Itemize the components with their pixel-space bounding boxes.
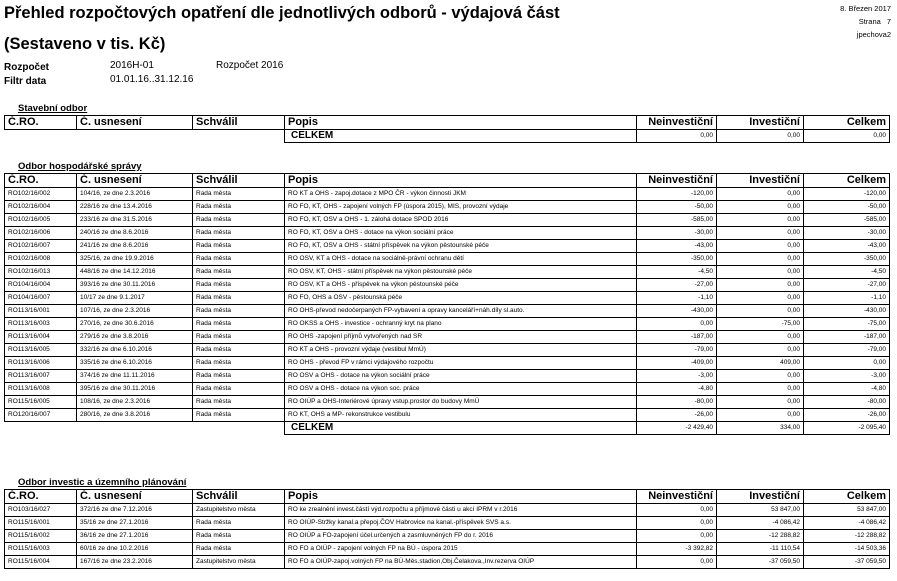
cell-resolution: 228/16 ze dne 13.4.2016 bbox=[77, 201, 193, 214]
cell-resolution: 104/16, ze dne 2.3.2016 bbox=[77, 188, 193, 201]
cell-investment: 0,00 bbox=[717, 305, 804, 318]
cell-approved-by: Rada města bbox=[193, 266, 285, 279]
column-header-cro: Č.RO. bbox=[5, 116, 77, 130]
table-row bbox=[5, 383, 890, 396]
cell-total: -3,00 bbox=[804, 370, 890, 383]
column-header-neinv: Neinvestiční bbox=[637, 116, 717, 130]
cell-investment: -75,00 bbox=[717, 318, 804, 331]
cell-investment: -12 288,82 bbox=[717, 530, 804, 543]
cell-total: -43,00 bbox=[804, 240, 890, 253]
cell-ro-number: RO115/16/002 bbox=[5, 530, 77, 543]
column-header-usneseni: Č. usnesení bbox=[77, 174, 193, 188]
cell-non-investment: -350,00 bbox=[637, 253, 717, 266]
cell-description: RO OSV a OHS - dotace na výkon soc. práce bbox=[285, 383, 637, 396]
total-sum: 0,00 bbox=[804, 130, 890, 143]
cell-approved-by: Rada města bbox=[193, 201, 285, 214]
table-row bbox=[5, 409, 890, 422]
cell-ro-number: RO113/16/004 bbox=[5, 331, 77, 344]
total-label: CELKEM bbox=[285, 422, 637, 435]
table-row bbox=[5, 253, 890, 266]
cell-approved-by: Rada města bbox=[193, 331, 285, 344]
column-header-neinv: Neinvestiční bbox=[637, 174, 717, 188]
cell-approved-by: Rada města bbox=[193, 383, 285, 396]
cell-description: RO OHS - převod FP v rámci výdajového rozpočtu bbox=[285, 357, 637, 370]
cell-ro-number: RO113/16/005 bbox=[5, 344, 77, 357]
budget-label: Rozpočet bbox=[4, 62, 49, 73]
report-table bbox=[4, 489, 890, 569]
cell-resolution: 374/16 ze dne 11.11.2016 bbox=[77, 370, 193, 383]
cell-ro-number: RO115/16/003 bbox=[5, 543, 77, 556]
cell-investment: 0,00 bbox=[717, 370, 804, 383]
total-spacer bbox=[5, 422, 285, 435]
cell-non-investment: -3,00 bbox=[637, 370, 717, 383]
section bbox=[4, 160, 889, 435]
cell-ro-number: RO104/16/007 bbox=[5, 292, 77, 305]
cell-total: -4 086,42 bbox=[804, 517, 890, 530]
cell-non-investment: -26,00 bbox=[637, 409, 717, 422]
cell-investment: 0,00 bbox=[717, 292, 804, 305]
cell-total: -37 059,50 bbox=[804, 556, 890, 569]
cell-resolution: 279/16 ze dne 3.8.2016 bbox=[77, 331, 193, 344]
budget-code: 2016H-01 bbox=[110, 60, 154, 71]
column-header-schvalil: Schválil bbox=[193, 116, 285, 130]
cell-non-investment: -79,00 bbox=[637, 344, 717, 357]
cell-investment: -11 110,54 bbox=[717, 543, 804, 556]
cell-description: RO FO a OIÚP - zapojení volných FP na BÚ - úspora 2015 bbox=[285, 543, 637, 556]
cell-ro-number: RO113/16/008 bbox=[5, 383, 77, 396]
column-header-popis: Popis bbox=[285, 116, 637, 130]
column-header-usneseni: Č. usnesení bbox=[77, 490, 193, 504]
cell-approved-by: Rada města bbox=[193, 214, 285, 227]
table-row bbox=[5, 227, 890, 240]
table-row bbox=[5, 517, 890, 530]
cell-non-investment: -1,10 bbox=[637, 292, 717, 305]
cell-investment: 0,00 bbox=[717, 279, 804, 292]
cell-approved-by: Rada města bbox=[193, 318, 285, 331]
filter-label: Filtr data bbox=[4, 76, 47, 87]
cell-approved-by: Zastupitelstvo města bbox=[193, 504, 285, 517]
cell-resolution: 35/16 ze dne 27.1.2016 bbox=[77, 517, 193, 530]
cell-approved-by: Rada města bbox=[193, 292, 285, 305]
cell-ro-number: RO113/16/007 bbox=[5, 370, 77, 383]
cell-resolution: 10/17 ze dne 9.1.2017 bbox=[77, 292, 193, 305]
cell-resolution: 36/16 ze dne 27.1.2016 bbox=[77, 530, 193, 543]
table-row bbox=[5, 240, 890, 253]
cell-non-investment: -43,00 bbox=[637, 240, 717, 253]
cell-non-investment: -80,00 bbox=[637, 396, 717, 409]
cell-total: -75,00 bbox=[804, 318, 890, 331]
table-row bbox=[5, 543, 890, 556]
column-header-schvalil: Schválil bbox=[193, 490, 285, 504]
cell-non-investment: -30,00 bbox=[637, 227, 717, 240]
cell-investment: -37 059,50 bbox=[717, 556, 804, 569]
cell-resolution: 167/16 ze dne 23.2.2016 bbox=[77, 556, 193, 569]
cell-investment: 0,00 bbox=[717, 253, 804, 266]
report-title: Přehled rozpočtových opatření dle jednotlivých odborů - výdajová část bbox=[4, 4, 560, 22]
cell-description: RO KT a OHS - zapoj.dotace z MPO ČR - výkon činnosti JKM bbox=[285, 188, 637, 201]
cell-total: -187,00 bbox=[804, 331, 890, 344]
cell-total: -79,00 bbox=[804, 344, 890, 357]
page-number: 7 bbox=[886, 17, 891, 26]
cell-ro-number: RO102/16/004 bbox=[5, 201, 77, 214]
cell-ro-number: RO102/16/008 bbox=[5, 253, 77, 266]
cell-total: -4,50 bbox=[804, 266, 890, 279]
table-header-row bbox=[5, 174, 890, 188]
cell-ro-number: RO120/16/007 bbox=[5, 409, 77, 422]
cell-description: RO FO, KT, OHS - zapojení volných FP (úspora 2015), MIS, provozní výdaje bbox=[285, 201, 637, 214]
section bbox=[4, 476, 889, 569]
cell-investment: 53 847,00 bbox=[717, 504, 804, 517]
table-row bbox=[5, 344, 890, 357]
column-header-popis: Popis bbox=[285, 174, 637, 188]
cell-description: RO FO, OHS a OSV - pěstounská péče bbox=[285, 292, 637, 305]
column-header-inv: Investiční bbox=[717, 174, 804, 188]
cell-description: RO OHS-převod nedočerpaných FP-vybavení a opravy kanceláří+náh.díly sl.auto. bbox=[285, 305, 637, 318]
cell-ro-number: RO102/16/002 bbox=[5, 188, 77, 201]
table-row bbox=[5, 318, 890, 331]
cell-investment: 0,00 bbox=[717, 396, 804, 409]
column-header-inv: Investiční bbox=[717, 116, 804, 130]
column-header-schvalil: Schválil bbox=[193, 174, 285, 188]
cell-resolution: 233/16 ze dne 31.5.2016 bbox=[77, 214, 193, 227]
cell-investment: 0,00 bbox=[717, 331, 804, 344]
cell-total: -50,00 bbox=[804, 201, 890, 214]
cell-resolution: 325/16, ze dne 19.9.2016 bbox=[77, 253, 193, 266]
cell-non-investment: -3 392,82 bbox=[637, 543, 717, 556]
cell-approved-by: Rada města bbox=[193, 188, 285, 201]
total-sum: -2 095,40 bbox=[804, 422, 890, 435]
cell-description: RO OSV, KT a OHS - příspěvek na výkon pěstounské péče bbox=[285, 279, 637, 292]
cell-approved-by: Zastupitelstvo města bbox=[193, 556, 285, 569]
column-header-cro: Č.RO. bbox=[5, 174, 77, 188]
total-row bbox=[5, 130, 890, 143]
cell-approved-by: Rada města bbox=[193, 344, 285, 357]
cell-description: RO OIÚP a FO-zapojení účel.určených a zasmluvněných FP do r. 2016 bbox=[285, 530, 637, 543]
cell-approved-by: Rada města bbox=[193, 543, 285, 556]
cell-non-investment: -4,80 bbox=[637, 383, 717, 396]
cell-description: RO FO, KT, OSV a OHS - 1. zálohá dotace SPOD 2016 bbox=[285, 214, 637, 227]
cell-non-investment: -50,00 bbox=[637, 201, 717, 214]
cell-total: -12 288,82 bbox=[804, 530, 890, 543]
cell-non-investment: -409,00 bbox=[637, 357, 717, 370]
cell-total: 0,00 bbox=[804, 357, 890, 370]
table-row bbox=[5, 556, 890, 569]
report-meta bbox=[840, 2, 891, 41]
cell-ro-number: RO115/16/001 bbox=[5, 517, 77, 530]
cell-resolution: 241/16 ze dne 8.6.2016 bbox=[77, 240, 193, 253]
cell-ro-number: RO102/16/005 bbox=[5, 214, 77, 227]
column-header-neinv: Neinvestiční bbox=[637, 490, 717, 504]
cell-ro-number: RO113/16/001 bbox=[5, 305, 77, 318]
cell-ro-number: RO102/16/013 bbox=[5, 266, 77, 279]
cell-resolution: 108/16, ze dne 2.3.2016 bbox=[77, 396, 193, 409]
cell-resolution: 107/16, ze dne 2.3.2016 bbox=[77, 305, 193, 318]
table-row bbox=[5, 331, 890, 344]
cell-ro-number: RO113/16/003 bbox=[5, 318, 77, 331]
cell-total: -27,00 bbox=[804, 279, 890, 292]
report-table bbox=[4, 173, 890, 435]
cell-approved-by: Rada města bbox=[193, 253, 285, 266]
section-title: Stavební odbor bbox=[18, 103, 88, 114]
total-non-investment: -2 429,40 bbox=[637, 422, 717, 435]
column-header-celkem: Celkem bbox=[804, 174, 890, 188]
cell-non-investment: -187,00 bbox=[637, 331, 717, 344]
table-row bbox=[5, 201, 890, 214]
table-row bbox=[5, 370, 890, 383]
cell-investment: 0,00 bbox=[717, 201, 804, 214]
cell-ro-number: RO115/16/004 bbox=[5, 556, 77, 569]
total-spacer bbox=[5, 130, 285, 143]
report-date: 8. Březen 2017 bbox=[840, 4, 891, 13]
filter-value: 01.01.16..31.12.16 bbox=[110, 74, 194, 85]
cell-approved-by: Rada města bbox=[193, 517, 285, 530]
cell-description: RO FO, KT, OSV a OHS - dotace na výkon sociální práce bbox=[285, 227, 637, 240]
cell-investment: -4 086,42 bbox=[717, 517, 804, 530]
table-row bbox=[5, 266, 890, 279]
column-header-usneseni: Č. usnesení bbox=[77, 116, 193, 130]
cell-investment: 0,00 bbox=[717, 383, 804, 396]
cell-description: RO OSV a OHS - dotace na výkon sociální práce bbox=[285, 370, 637, 383]
cell-resolution: 280/16, ze dne 3.8.2016 bbox=[77, 409, 193, 422]
table-row bbox=[5, 305, 890, 318]
total-investment: 0,00 bbox=[717, 130, 804, 143]
cell-investment: 0,00 bbox=[717, 227, 804, 240]
cell-investment: 0,00 bbox=[717, 214, 804, 227]
cell-description: RO ke zrealnění invest.částí výd.rozpočtu a příjmové části u akcí IPRM v r.2016 bbox=[285, 504, 637, 517]
user-name: jpechova2 bbox=[856, 30, 891, 39]
cell-non-investment: -120,00 bbox=[637, 188, 717, 201]
cell-total: -430,00 bbox=[804, 305, 890, 318]
table-row bbox=[5, 188, 890, 201]
cell-ro-number: RO113/16/006 bbox=[5, 357, 77, 370]
cell-description: RO FO a OIÚP-zapoj.volných FP na BÚ-Měs.stadion,Obj.Čelakova.,Inv.rezerva OIÚP bbox=[285, 556, 637, 569]
table-header-row bbox=[5, 116, 890, 130]
cell-description: RO OSV, KT a OHS - dotace na sociálně-právní ochranu dětí bbox=[285, 253, 637, 266]
total-non-investment: 0,00 bbox=[637, 130, 717, 143]
cell-resolution: 448/16 ze dne 14.12.2016 bbox=[77, 266, 193, 279]
cell-description: RO OKSS a OHS - investice - ochranný kryt na plano bbox=[285, 318, 637, 331]
cell-resolution: 372/16 ze dne 7.12.2016 bbox=[77, 504, 193, 517]
cell-approved-by: Rada města bbox=[193, 396, 285, 409]
budget-name: Rozpočet 2016 bbox=[216, 60, 284, 71]
total-row bbox=[5, 422, 890, 435]
report-table bbox=[4, 115, 890, 143]
cell-resolution: 395/16 ze dne 30.11.2016 bbox=[77, 383, 193, 396]
cell-ro-number: RO102/16/006 bbox=[5, 227, 77, 240]
cell-total: -120,00 bbox=[804, 188, 890, 201]
cell-total: -14 503,36 bbox=[804, 543, 890, 556]
column-header-celkem: Celkem bbox=[804, 490, 890, 504]
cell-total: -1,10 bbox=[804, 292, 890, 305]
cell-approved-by: Rada města bbox=[193, 370, 285, 383]
cell-resolution: 332/16 ze dne 6.10.2016 bbox=[77, 344, 193, 357]
cell-non-investment: 0,00 bbox=[637, 530, 717, 543]
cell-resolution: 393/16 ze dne 30.11.2016 bbox=[77, 279, 193, 292]
cell-resolution: 335/16 ze dne 6.10.2016 bbox=[77, 357, 193, 370]
cell-investment: 0,00 bbox=[717, 409, 804, 422]
cell-approved-by: Rada města bbox=[193, 305, 285, 318]
table-row bbox=[5, 396, 890, 409]
cell-resolution: 270/16, ze dne 30.6.2016 bbox=[77, 318, 193, 331]
column-header-popis: Popis bbox=[285, 490, 637, 504]
table-row bbox=[5, 530, 890, 543]
cell-total: -26,00 bbox=[804, 409, 890, 422]
cell-non-investment: 0,00 bbox=[637, 556, 717, 569]
total-label: CELKEM bbox=[285, 130, 637, 143]
cell-approved-by: Rada města bbox=[193, 530, 285, 543]
cell-total: 53 847,00 bbox=[804, 504, 890, 517]
cell-investment: 0,00 bbox=[717, 240, 804, 253]
cell-ro-number: RO104/16/004 bbox=[5, 279, 77, 292]
page-label: Strana bbox=[858, 17, 881, 26]
cell-description: RO KT a OHS - provozní výdaje (vestibul MmÚ) bbox=[285, 344, 637, 357]
table-header-row bbox=[5, 490, 890, 504]
section bbox=[4, 102, 889, 143]
table-row bbox=[5, 504, 890, 517]
cell-approved-by: Rada města bbox=[193, 409, 285, 422]
cell-investment: 0,00 bbox=[717, 188, 804, 201]
column-header-cro: Č.RO. bbox=[5, 490, 77, 504]
total-investment: 334,00 bbox=[717, 422, 804, 435]
cell-ro-number: RO103/16/027 bbox=[5, 504, 77, 517]
cell-investment: 0,00 bbox=[717, 344, 804, 357]
cell-total: -350,00 bbox=[804, 253, 890, 266]
table-row bbox=[5, 292, 890, 305]
cell-description: RO OIÚP-Stržky kanal.a přepoj.ČOV Habrovice na kanal.-příspěvek SVS a.s. bbox=[285, 517, 637, 530]
column-header-inv: Investiční bbox=[717, 490, 804, 504]
report-subtitle: (Sestaveno v tis. Kč) bbox=[4, 35, 166, 53]
table-row bbox=[5, 214, 890, 227]
cell-non-investment: 0,00 bbox=[637, 517, 717, 530]
cell-non-investment: -585,00 bbox=[637, 214, 717, 227]
cell-description: RO OHS -zapojení příjmů vytvořených nad SR bbox=[285, 331, 637, 344]
cell-description: RO OSV, KT, OHS - státní příspěvek na výkon pěstounské péče bbox=[285, 266, 637, 279]
cell-approved-by: Rada města bbox=[193, 357, 285, 370]
table-row bbox=[5, 279, 890, 292]
section-title: Odbor hospodářské správy bbox=[18, 161, 142, 172]
cell-resolution: 240/16 ze dne 8.6.2016 bbox=[77, 227, 193, 240]
cell-approved-by: Rada města bbox=[193, 240, 285, 253]
cell-ro-number: RO115/16/005 bbox=[5, 396, 77, 409]
cell-total: -30,00 bbox=[804, 227, 890, 240]
cell-description: RO FO, KT, OSV a OHS - státní příspěvek na výkon pěstounské péče bbox=[285, 240, 637, 253]
section-title: Odbor investic a územního plánování bbox=[18, 477, 187, 488]
cell-non-investment: 0,00 bbox=[637, 504, 717, 517]
cell-total: -585,00 bbox=[804, 214, 890, 227]
cell-approved-by: Rada města bbox=[193, 279, 285, 292]
cell-non-investment: -430,00 bbox=[637, 305, 717, 318]
cell-non-investment: -4,50 bbox=[637, 266, 717, 279]
cell-resolution: 60/16 ze dne 10.2.2016 bbox=[77, 543, 193, 556]
cell-description: RO OIÚP a OHS-Interiérové úpravy vstup.prostor do budovy MmÚ bbox=[285, 396, 637, 409]
cell-investment: 409,00 bbox=[717, 357, 804, 370]
cell-description: RO KT, OHS a MP- rekonstrukce vestibulu bbox=[285, 409, 637, 422]
table-row bbox=[5, 357, 890, 370]
cell-approved-by: Rada města bbox=[193, 227, 285, 240]
cell-non-investment: -27,00 bbox=[637, 279, 717, 292]
cell-total: -4,80 bbox=[804, 383, 890, 396]
cell-investment: 0,00 bbox=[717, 266, 804, 279]
cell-total: -80,00 bbox=[804, 396, 890, 409]
cell-non-investment: 0,00 bbox=[637, 318, 717, 331]
column-header-celkem: Celkem bbox=[804, 116, 890, 130]
cell-ro-number: RO102/16/007 bbox=[5, 240, 77, 253]
